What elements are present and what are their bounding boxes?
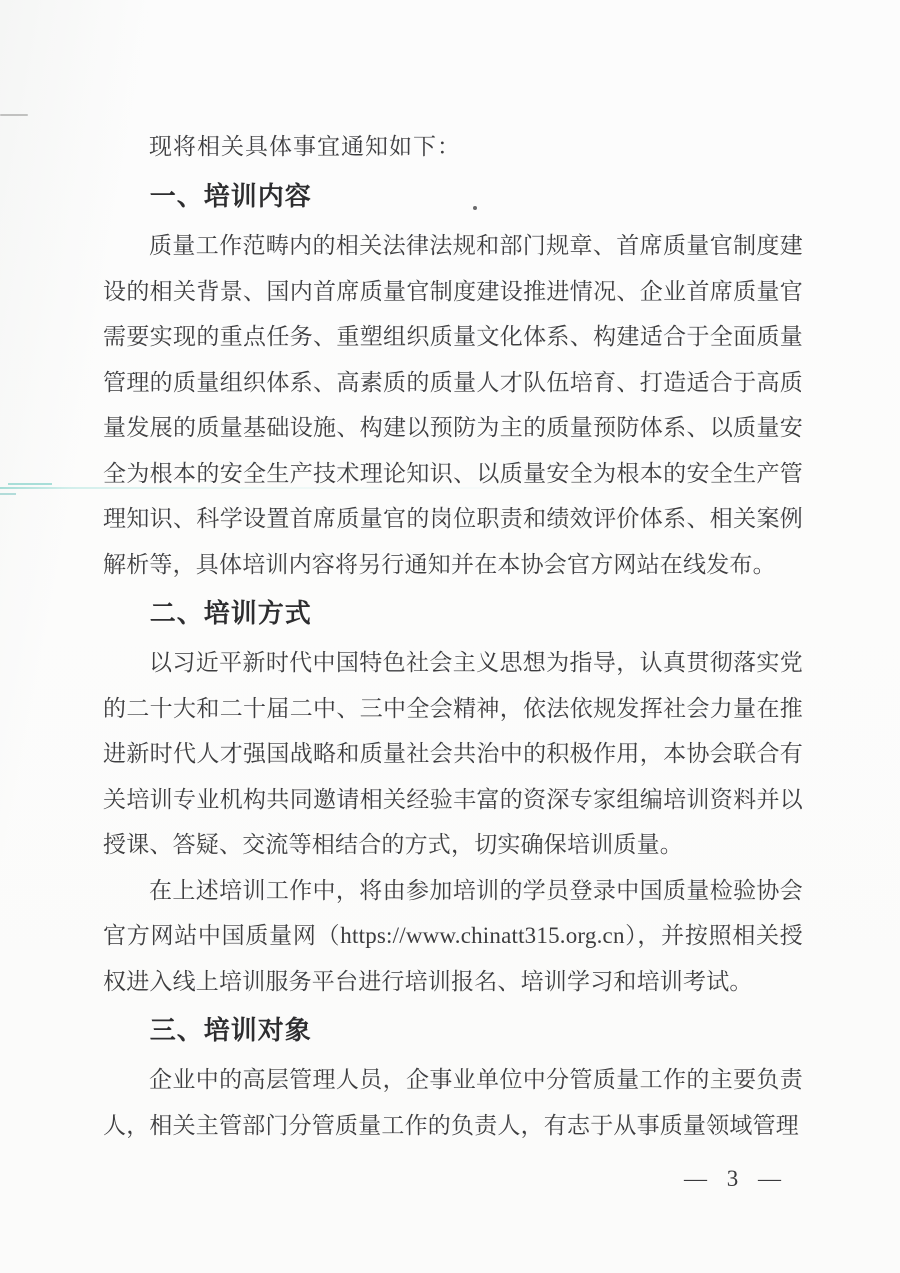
section-3-heading: 三、培训对象 (149, 1015, 312, 1045)
section-2-paragraph-1: 以习近平新时代中国特色社会主义思想为指导，认真贯彻落实党的二十大和二十届二中、三中全会精神，依法依规发挥社会力量在推进新时代人才强国战略和质量社会共治中的积极作用，本协会联合有关培训专业机构共同邀请相关经验丰富的资深专家组编培训资料并以授课、答疑、交流等相结合的方式，切实确保培训质量。 (103, 650, 803, 857)
section-2-paragraph-2: 在上述培训工作中，将由参加培训的学员登录中国质量检验协会官方网站中国质量网（https://www.chinatt315.org.cn），并按照相关授权进入线上培训服务平台进行培训报名、培训学习和培训考试。 (103, 877, 803, 994)
page-number: — 3 — (684, 1166, 788, 1191)
scan-artifact-gray-dash (0, 114, 28, 116)
scan-artifact-teal-line-bright (8, 483, 52, 485)
section-2-heading: 二、培训方式 (149, 598, 312, 628)
document-body (103, 124, 803, 1148)
section-1-paragraph: 质量工作范畴内的相关法律法规和部门规章、首席质量官制度建设的相关背景、国内首席质量官制度建设推进情况、企业首席质量官需要实现的重点任务、重塑组织质量文化体系、构建适合于全面质量管理的质量组织体系、高素质的质量人才队伍培育、打造适合于高质量发展的质量基础设施、构建以预防为主的质量预防体系、以质量安全为根本的安全生产技术理论知识、以质量安全为根本的安全生产管理知识、科学设置首席质量官的岗位职责和绩效评价体系、相关案例解析等，具体培训内容将另行通知并在本协会官方网站在线发布。 (103, 233, 803, 577)
scan-artifact-teal-dash (0, 493, 16, 495)
intro-line: 现将相关具体事宜通知如下： (149, 134, 461, 159)
section-1-heading: 一、培训内容 (149, 181, 312, 211)
section-3-paragraph: 企业中的高层管理人员，企事业单位中分管质量工作的主要负责人，相关主管部门分管质量工作的负责人，有志于从事质量领域管理 (103, 1067, 803, 1138)
